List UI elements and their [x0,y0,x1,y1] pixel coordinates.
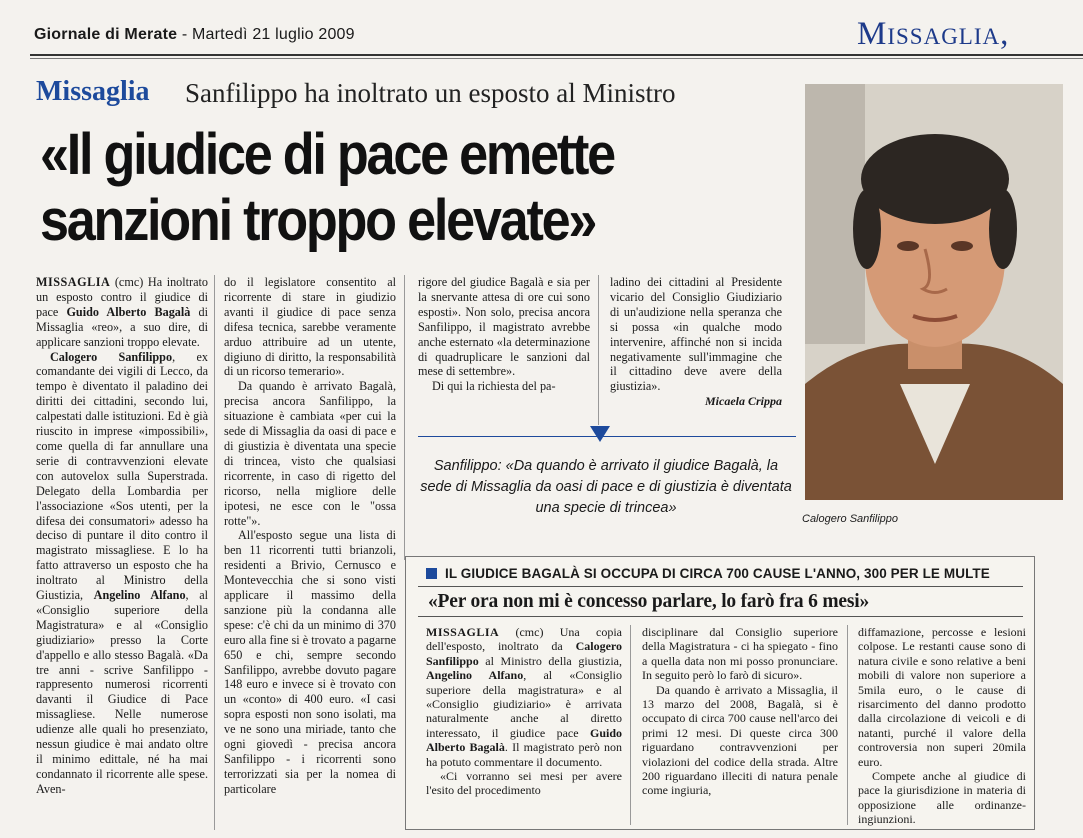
photo-caption: Calogero Sanfilippo [802,513,899,525]
column-divider [630,625,631,825]
article-column-2: do il legislatore consentito al ricorrente di stare in giudizio avanti il giudice di pace senza difesa tecnica, sarebbe veramente arduo attribuire ad un utente, digiuno di diritto, la responsabilità di un ricorso temerario». Da quando è arrivato Bagalà, precisa ancora Sanfilippo, la situazione è cambiata «per cui la sede di Missaglia da oasi di pace e di giustizia è diventata una specie di trincea, visto che qualsiasi ricorrente, in caso di rigetto del ricorso, nella migliore delle ipotesi, ne esce con le "ossa rotte"». All'esposto segue una lista di ben 11 ricorrenti tutti brianzoli, residenti a Brivio, Cernusco e Montevecchia che si sono visti applicare il massimo della sanzione più la condanna alle spese: c'è chi da un minimo di 370 euro alla fine si è trovato a pagarne 650 e chi, sempre secondo Sanfilippo, avrebbe dovuto pagare 148 euro e invece si è trovato con un «conto» di 400 euro. «I casi sopra esposti non sono isolati, ma ve ne sono una miriade, tanto che ogni giovedì - precisa ancora Sanfilippo - i ricorrenti sono terrorizzati sia per la nomea di particolare [224,275,396,796]
kicker-location: Missaglia [36,76,150,107]
header-rule [30,54,1083,56]
column-divider [598,275,599,425]
pull-quote: Sanfilippo: «Da quando è arrivato il giudice Bagalà, la sede di Missaglia da oasi di pace e di giustizia è diventata una specie di trincea» [420,458,792,516]
column-divider [847,625,848,825]
column-divider [404,275,405,560]
portrait-illustration [805,84,1063,500]
article-column-1: MISSAGLIA (cmc) Ha inoltrato un esposto contro il giudice di pace Guido Alberto Bagalà di Missaglia «reo», a suo dire, di applicare sanzioni troppo elevate. Calogero Sanfilippo, ex comandante dei vigili di Lecco, da tempo è diventato il paladino dei diritti dei cittadini, secondo lui, calpestati dalle istituzioni. Ed è già riuscito in imprese «impossibili», come quella di far annullare una serie di contravvenzioni elevate con autovelox sulla Superstrada. Delegato della Lombardia per l'associazione «Sos utenti, per la difesa dei consumatori» adesso ha deciso di puntare il dito contro il magistrato missagliese. E lo ha fatto attraverso un esposto che ha inoltrato al Ministro della Giustizia, Angelino Alfano, al «Consiglio superiore della Magistratura» e al «Consiglio giudiziario» presso la Corte d'appello e allo stesso Bagalà. «Da tre anni - scrive Sanfilippo - rappresento numerosi ricorrenti davanti il Giudice di Pace missagliese. Nelle numerose udienze alle quali ho presenziato, nessun giudice è mai andato oltre il minimo edittale, né ha mai condannato il ricorrente alle spese. Aven- [36,275,208,796]
newspaper-header [34,26,355,44]
issue-date: Martedì 21 luglio 2009 [192,26,355,43]
column-divider [214,275,215,830]
sidebar-rule [418,586,1023,587]
pull-quote-marker-icon [590,426,610,442]
section-title: Missaglia, [857,16,1010,52]
article-column-3: rigore del giudice Bagalà e sia per la snervante attesa di ore cui sono esposti». Non solo, precisa ancora Sanfilippo, il magistrato avrebbe anche esternato «la determinazione di quadruplicare le sanzioni dal mese di settembre». Di qui la richiesta del pa- [418,275,590,394]
sidebar-title: «Per ora non mi è concesso parlare, lo farò fra 6 mesi» [428,591,870,612]
headline [40,122,733,254]
kicker-subtitle: Sanfilippo ha inoltrato un esposto al Ministro [185,78,676,108]
portrait-photo [805,84,1063,500]
headline-line-2: sanzioni troppo elevate» [40,188,596,253]
sidebar-kicker: IL GIUDICE BAGALÀ SI OCCUPA DI CIRCA 700 CAUSE L'ANNO, 300 PER LE MULTE [445,566,990,581]
article-column-4: ladino dei cittadini al Presidente vicario del Consiglio Giudiziario di un'audizione nella speranza che si possa «in qualche modo intervenire, affinché non si incida negativamente sull'immagine che il cittadino deve avere della giustizia». Micaela Crippa [610,275,782,409]
sidebar-column-3: diffamazione, percosse e lesioni colpose. Le restanti cause sono di natura civile e sono relative a beni mobili di valore non superiore a 5mila euro, o le cause di risarcimento del danno prodotto dalla circolazione di veicoli e di natanti, purché il valore della controversia non superi 20mila euro. Compete anche al giudice di pace la giurisdizione in materia di opposizione alle ordinanze-ingiunzioni. [858,625,1026,827]
sidebar-column-2: disciplinare dal Consiglio superiore della Magistratura - ci ha spiegato - fino a quella data non mi posso pronunciare. In seguito però lo farò di sicuro». Da quando è arrivato a Missaglia, il 13 marzo del 2008, Bagalà, si è occupato di circa 700 cause nell'arco dei primi 12 mesi. Di queste circa 300 riguardano contravvenzioni per violazioni del codice della strada. Altre 200 riguardano illeciti di natura penale come ingiuria, [642,625,838,798]
author-signature: Micaela Crippa [705,394,782,409]
headline-line-1: «Il giudice di pace emette [40,122,614,187]
newspaper-name: Giornale di Merate [34,26,178,43]
square-bullet-icon [426,568,437,579]
sidebar-rule [418,616,1023,617]
header-rule-thin [30,58,1083,59]
sidebar-column-1: MISSAGLIA (cmc) Una copia dell'esposto, inoltrato da Calogero Sanfilippo al Ministro della giustizia, Angelino Alfano, al «Consiglio superiore della magistratura» e al «Consiglio giudiziario» è arrivata naturalmente anche al diretto interessato, il giudice pace Guido Alberto Bagalà. Il magistrato però non ha potuto commentare il documento. «Ci vorranno sei mesi per avere l'esito del procedimento [426,625,622,798]
header-separator: - [177,26,193,43]
